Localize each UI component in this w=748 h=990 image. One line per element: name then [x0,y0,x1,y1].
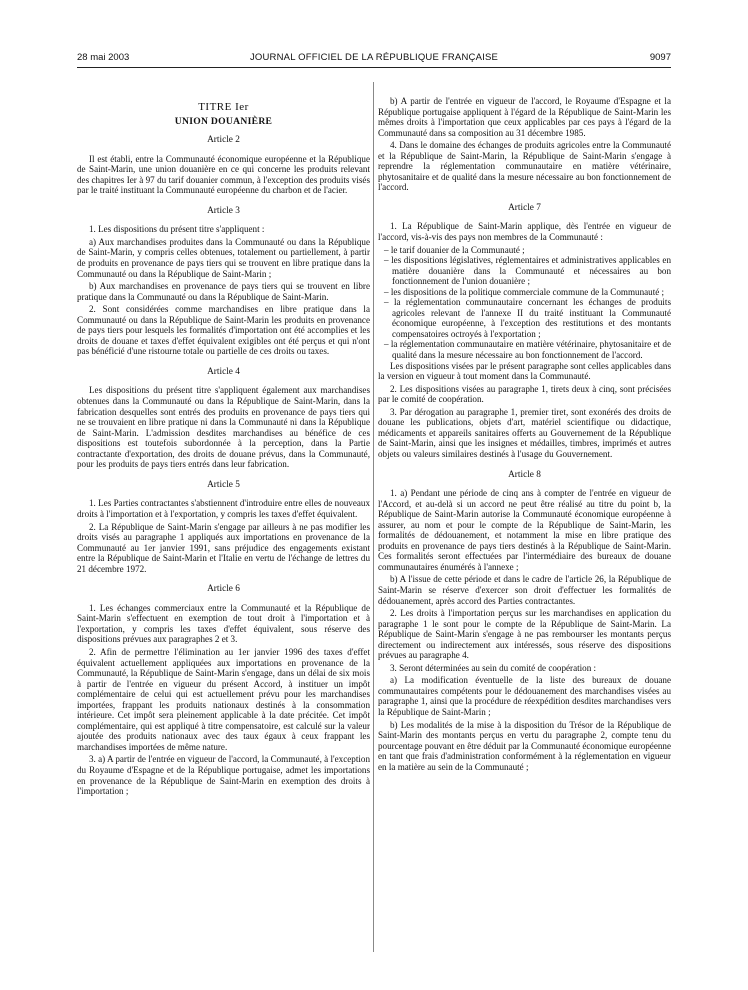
article-3-paragraph-b: b) Aux marchandises en provenance de pays tiers qui se trouvent en libre pratique dans la Communauté ou dans la République de Saint-Marin. [77,281,370,302]
header-rule [77,67,671,68]
article-2-heading: Article 2 [207,135,240,146]
article-7-paragraph-3: 3. Par dérogation au paragraphe 1, premier tiret, sont exonérés des droits de douane les publications, objets d'art, matériel scientifique ou didactique, médicaments et appareils sanitaires offerts au Gouvernement de la République de Saint-Marin, ainsi que les insignes et médailles, timbres, imprimés et autres objets ou valeurs similaires destinés à l'usage du Gouvernement. [378,406,671,459]
article-7-paragraph-1: 1. La République de Saint-Marin applique, dès l'entrée en vigueur de l'accord, vis-à-vis des pays non membres de la Communauté : [378,221,671,243]
article-8-paragraph-3a: a) La modification éventuelle de la liste des bureaux de douane communautaires compétents pour le dédouanement des marchandises visées au paragraphe 1, ainsi que la procédure de réexpédition desdites marchandises vers la République de Saint-Marin ; [378,675,671,717]
article-7-heading: Article 7 [508,202,541,213]
article-8-paragraph-2: 2. Les droits à l'importation perçus sur les marchandises en application du paragraphe 1 le sont pour le compte de la République de Saint-Marin. La République de Saint-Marin s'engage à ne pas rembourser les montants perçus directement ou indirectement aux intéressés, sous réserve des dispositions prévues au paragraphe 4. [378,608,671,661]
article-5-paragraph-2: 2. La République de Saint-Marin s'engage par ailleurs à ne pas modifier les droits visés au paragraphe 1 appliqués aux importations en provenance de la Communauté au 1er janvier 1991, sans préjudice des engagements existant entre la République de Saint-Marin et l'Italie en vertu de l'échange de lettres du 21 décembre 1972. [77,521,370,574]
article-6-paragraph-1: 1. Les échanges commerciaux entre la Communauté et la République de Saint-Marin s'effectuent en exemption de tout droit à l'importation et à l'exportation, y compris les taxes d'effet équivalent, sous réserve des dispositions prévues aux paragraphes 2 et 3. [77,602,370,645]
column-separator [373,82,374,952]
right-column [378,96,671,774]
article-8-heading: Article 8 [508,469,541,480]
article-3-heading: Article 3 [207,205,240,216]
article-6-paragraph-2: 2. Afin de permettre l'élimination au 1er janvier 1996 des taxes d'effet équivalent actuellement appliquées aux importations en provenance de la Communauté, la République de Saint-Marin s'engage, dans un délai de six mois à partir de l'entrée en vigueur du présent Accord, à instituer un impôt complémentaire de celui qui est actuellement prévu pour les marchandises importées, frappant les produits nationaux destinés à la consommation intérieure. Cet impôt sera pleinement applicable à la date précitée. Cet impôt complémentaire, qui est appliqué à titre compensatoire, est calculé sur la valeur ajoutée des produits nationaux avec des taux égaux à ceux frappant les marchandises importées de même nature. [77,646,370,752]
list-item: – la réglementation communautaire en matière vétérinaire, phytosanitaire et de qualité dans la mesure nécessaire au bon fonctionnement de l'accord. [378,339,671,360]
article-3-paragraph-a: a) Aux marchandises produites dans la Communauté ou dans la République de Saint-Marin, y compris celles obtenues, totalement ou partiellement, à partir de produits en provenance de pays tiers qui se trouvent en libre pratique dans la Communauté ou dans la République de Saint-Marin ; [77,236,370,279]
article-8-paragraph-3b: b) Les modalités de la mise à la disposition du Trésor de la République de Saint-Marin des montants perçus en vertu du paragraphe 2, compte tenu du pourcentage pouvant en être déduit par la Communauté économique européenne en tant que frais d'administration conformément à la réglementation en vigueur en la matière au sein de la Communauté ; [378,719,671,772]
article-6-heading: Article 6 [207,584,240,595]
titre-subtitle: UNION DOUANIÈRE [174,115,273,127]
article-8-paragraph-3: 3. Seront déterminées au sein du comité de coopération : [390,662,597,673]
article-2-paragraph: Il est établi, entre la Communauté économique européenne et la République de Saint-Marin, une union douanière en ce qui concerne les produits relevant des chapitres Ier à 97 du tarif douanier commun, à l'exception des produits visés par le traité instituant la Communauté européenne du charbon et de l'acier. [77,153,370,196]
article-5-heading: Article 5 [207,479,240,490]
article-6-paragraph-3a: 3. a) A partir de l'entrée en vigueur de l'accord, la Communauté, à l'exception du Royaume d'Espagne et de la République portugaise, admet les importations en provenance de la République de Saint-Marin en exemption des droits à l'importation ; [77,754,370,797]
journal-title: JOURNAL OFFICIEL DE LA RÉPUBLIQUE FRANÇAISE [249,52,499,63]
article-3-paragraph-2: 2. Sont considérées comme marchandises en libre pratique dans la Communauté ou dans la République de Saint-Marin les produits en provenance de pays tiers pour lesquels les formalités d'importation ont été accomplies et les droits de douane et taxes d'effet équivalent exigibles ont été perçus et qui n'ont pas bénéficié d'une ristourne totale ou partielle de ces droits ou taxes. [77,304,370,357]
page-header [77,52,671,66]
article-7-paragraph-scope: Les dispositions visées par le présent paragraphe sont celles applicables dans la version en vigueur à tout moment dans la Communauté. [378,360,671,382]
article-4-paragraph: Les dispositions du présent titre s'appliquent également aux marchandises obtenues dans la Communauté ou dans la République de Saint-Marin, dans la fabrication desquelles sont entrés des produits en provenance de pays tiers qui ne se trouvaient en libre pratique ni dans la Communauté ni dans la République de Saint-Marin. L'admission desdites marchandises au bénéfice de ces dispositions est toutefois subordonnée à la perception, dans la Partie contractante d'exportation, des droits de douane prévus, dans la Communauté, pour les produits de pays tiers entrés dans leur fabrication. [77,385,370,470]
page-number: 9097 [649,52,671,63]
list-item: – les dispositions de la politique commerciale commune de la Communauté ; [378,287,671,298]
list-item: – le tarif douanier de la Communauté ; [378,245,671,256]
list-item: – la réglementation communautaire concernant les échanges de produits agricoles relevant de l'annexe II du traité instituant la Communauté économique européenne, à l'exception des restitutions et des montants compensatoires octroyés à l'exportation ; [378,297,671,339]
article-8-paragraph-1a: 1. a) Pendant une période de cinq ans à compter de l'entrée en vigueur de l'Accord, et au-delà si un accord ne peut être réalisé au titre du point b, la République de Saint-Marin autorise la Communauté économique européenne à assurer, au nom et pour le compte de la République de Saint-Marin, les formalités de dédouanement, et notamment la mise en libre pratique des produits en provenance de pays tiers destinés à la République de Saint-Marin. Ces formalités seront effectuées par l'intermédiaire des bureaux de douane communautaires énumérés à l'annexe ; [378,488,671,572]
article-8-paragraph-1b: b) A l'issue de cette période et dans le cadre de l'article 26, la République de Saint-Marin se réserve d'exercer son droit d'effectuer les formalités de dédouanement, après accord des Parties contractantes. [378,574,671,606]
issue-date: 28 mai 2003 [77,52,130,63]
article-7-list [378,245,671,361]
article-6-paragraph-3b: b) A partir de l'entrée en vigueur de l'accord, le Royaume d'Espagne et la République portugaise appliquent à l'égard de la République de Saint-Marin les mêmes droits à l'importation que ceux applicables par ces pays à l'égard de la Communauté dans sa composition au 31 décembre 1985. [378,96,671,138]
left-column [77,98,370,799]
article-5-paragraph-1: 1. Les Parties contractantes s'abstiennent d'introduire entre elles de nouveaux droits à l'importation et à l'exportation, y compris les taxes d'effet équivalent. [77,498,370,519]
article-4-heading: Article 4 [207,366,240,377]
titre-heading: TITRE Ier [198,101,249,113]
article-7-paragraph-2: 2. Les dispositions visées au paragraphe 1, tirets deux à cinq, sont précisées par le comité de coopération. [378,383,671,405]
article-6-paragraph-4: 4. Dans le domaine des échanges de produits agricoles entre la Communauté et la République de Saint-Marin, la République de Saint-Marin s'engage à reprendre la réglementation communautaire en matière vétérinaire, phytosanitaire et de qualité dans la mesure nécessaire au bon fonctionnement de l'accord. [378,140,671,193]
article-3-paragraph-1: 1. Les dispositions du présent titre s'appliquent : [89,224,265,235]
list-item: – les dispositions législatives, réglementaires et administratives applicables en matière douanière dans la Communauté et nécessaires au bon fonctionnement de l'union douanière ; [378,255,671,287]
